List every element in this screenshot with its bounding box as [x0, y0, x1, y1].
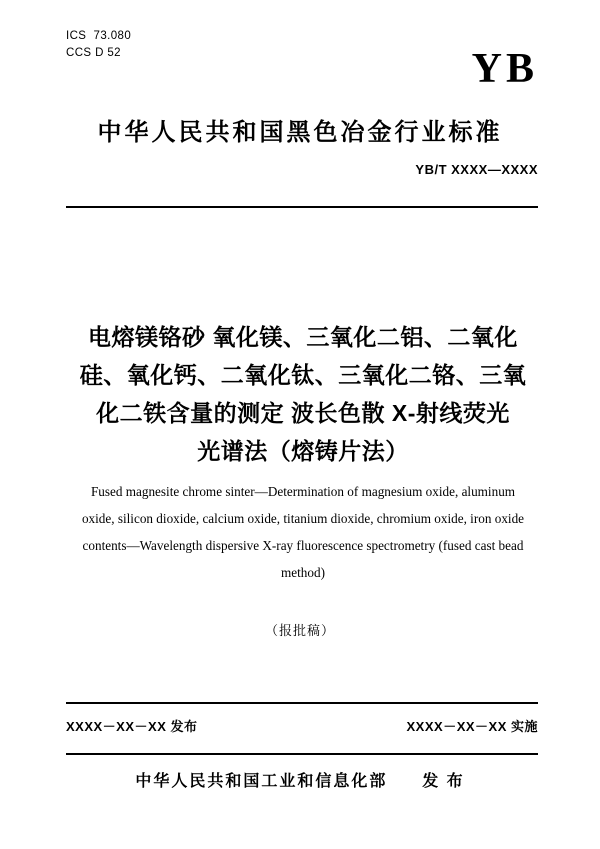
footer-top-divider [66, 702, 538, 704]
footer-bottom-divider [66, 753, 538, 755]
main-title-line-2: 硅、氧化钙、二氧化钛、三氧化二铬、三氧 [79, 362, 527, 388]
draft-status-note: （报批稿） [264, 623, 335, 638]
english-title-line-2: oxide, silicon dioxide, calcium oxide, titanium dioxide, chromium oxide, iron oxide [81, 511, 525, 526]
publisher-name: 中华人民共和国工业和信息化部 [135, 773, 388, 790]
standard-number: YB/T XXXX—XXXX [415, 162, 538, 177]
header-divider [66, 206, 538, 208]
document-english-title [64, 478, 542, 586]
standard-authority-title: 中华人民共和国黑色冶金行业标准 [97, 119, 503, 146]
ics-classification-block [66, 28, 131, 62]
main-title-line-1: 电熔镁铬砂 氧化镁、三氧化二铝、二氧化 [88, 324, 518, 350]
main-title-line-4: 光谱法（熔铸片法） [197, 438, 409, 464]
english-title-line-4: method) [281, 565, 325, 580]
issue-date: XXXX－XX－XX 发布 [66, 719, 198, 734]
implementation-date: XXXX－XX－XX 实施 [406, 719, 538, 734]
yb-logo: YB [471, 46, 538, 92]
ccs-code: CCS D 52 [66, 47, 121, 59]
publisher-action: 发 布 [422, 773, 465, 790]
english-title-line-3: contents—Wavelength dispersive X-ray fluorescence spectrometry (fused cast bead [82, 538, 524, 553]
english-title-line-1: Fused magnesite chrome sinter—Determination of magnesium oxide, aluminum [90, 484, 516, 499]
publisher-line [0, 768, 600, 791]
document-main-title [64, 318, 542, 470]
ics-code: ICS 73.080 [66, 30, 132, 42]
main-title-line-3: 化二铁含量的测定 波长色散 X-射线荧光 [96, 400, 510, 426]
